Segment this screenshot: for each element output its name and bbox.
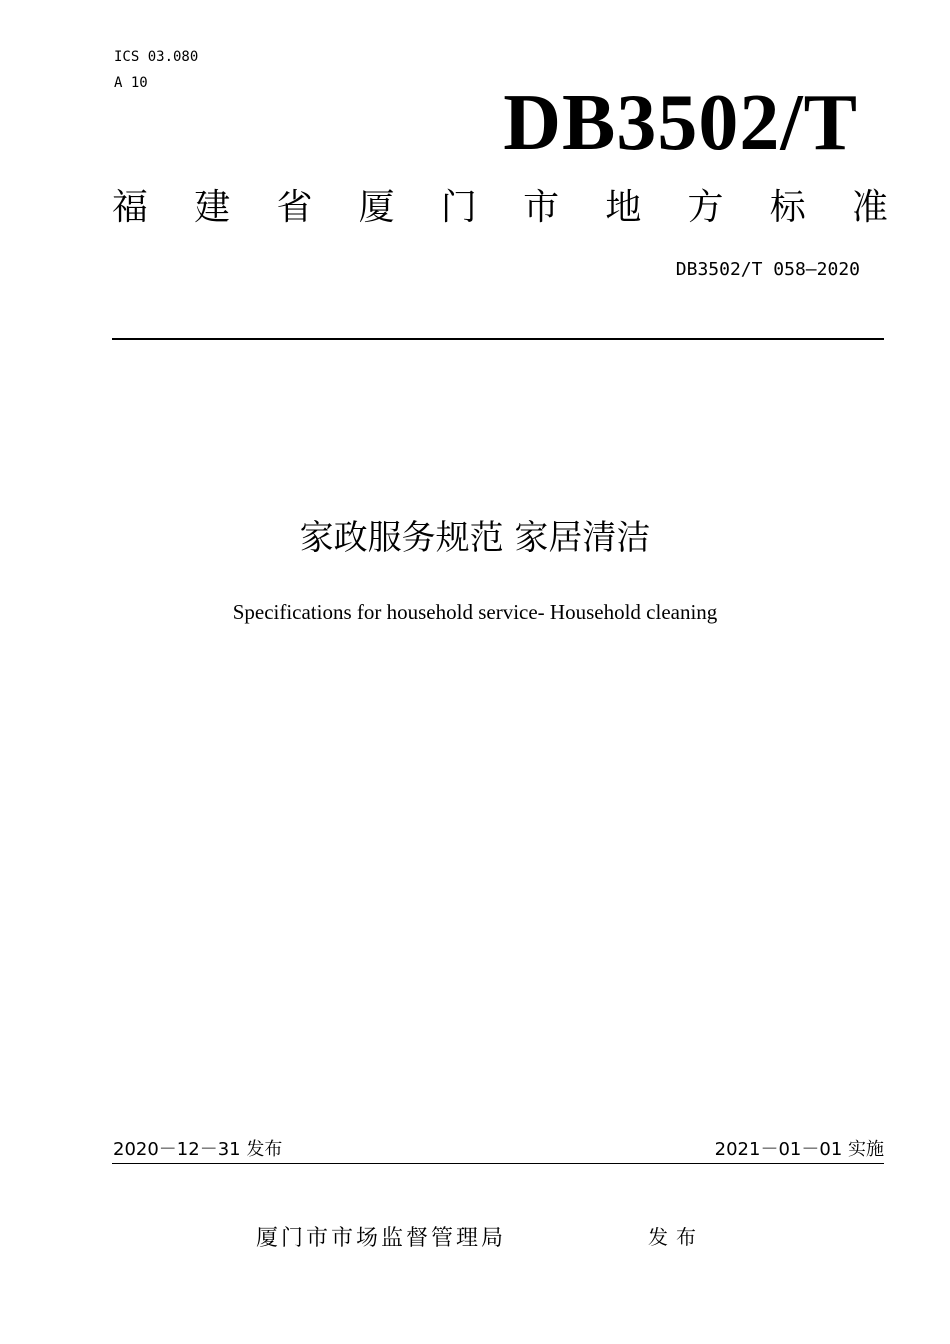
standard-type-char: 准	[851, 187, 888, 228]
ics-code: ICS 03.080	[114, 49, 199, 65]
standard-type-char: 市	[523, 187, 560, 228]
issue-date: 2020－12－31 发布	[113, 1139, 283, 1160]
classification-code: A 10	[114, 75, 148, 91]
standard-type-char: 省	[276, 187, 313, 228]
issuing-authority: 厦门市市场监督管理局	[256, 1226, 507, 1251]
document-title-english: Specifications for household service- Household cleaning	[232, 600, 718, 624]
standard-type-char: 标	[769, 187, 806, 228]
standard-type-char: 方	[687, 187, 724, 228]
implementation-date: 2021－01－01 实施	[714, 1139, 884, 1160]
standard-code: DB3502/T	[503, 79, 858, 167]
standard-type-char: 地	[605, 187, 642, 228]
standard-type-char: 门	[440, 187, 477, 228]
footer-divider	[112, 1163, 884, 1164]
standard-type-char: 厦	[358, 187, 395, 228]
standard-type-char: 福	[112, 187, 149, 228]
header-divider	[112, 338, 884, 340]
standard-type-char: 建	[194, 187, 231, 228]
standard-number: DB3502/T 058—2020	[675, 259, 860, 280]
standard-type	[112, 184, 888, 232]
publish-label: 发布	[648, 1225, 704, 1249]
document-title-chinese: 家政服务规范 家居清洁	[299, 518, 651, 558]
